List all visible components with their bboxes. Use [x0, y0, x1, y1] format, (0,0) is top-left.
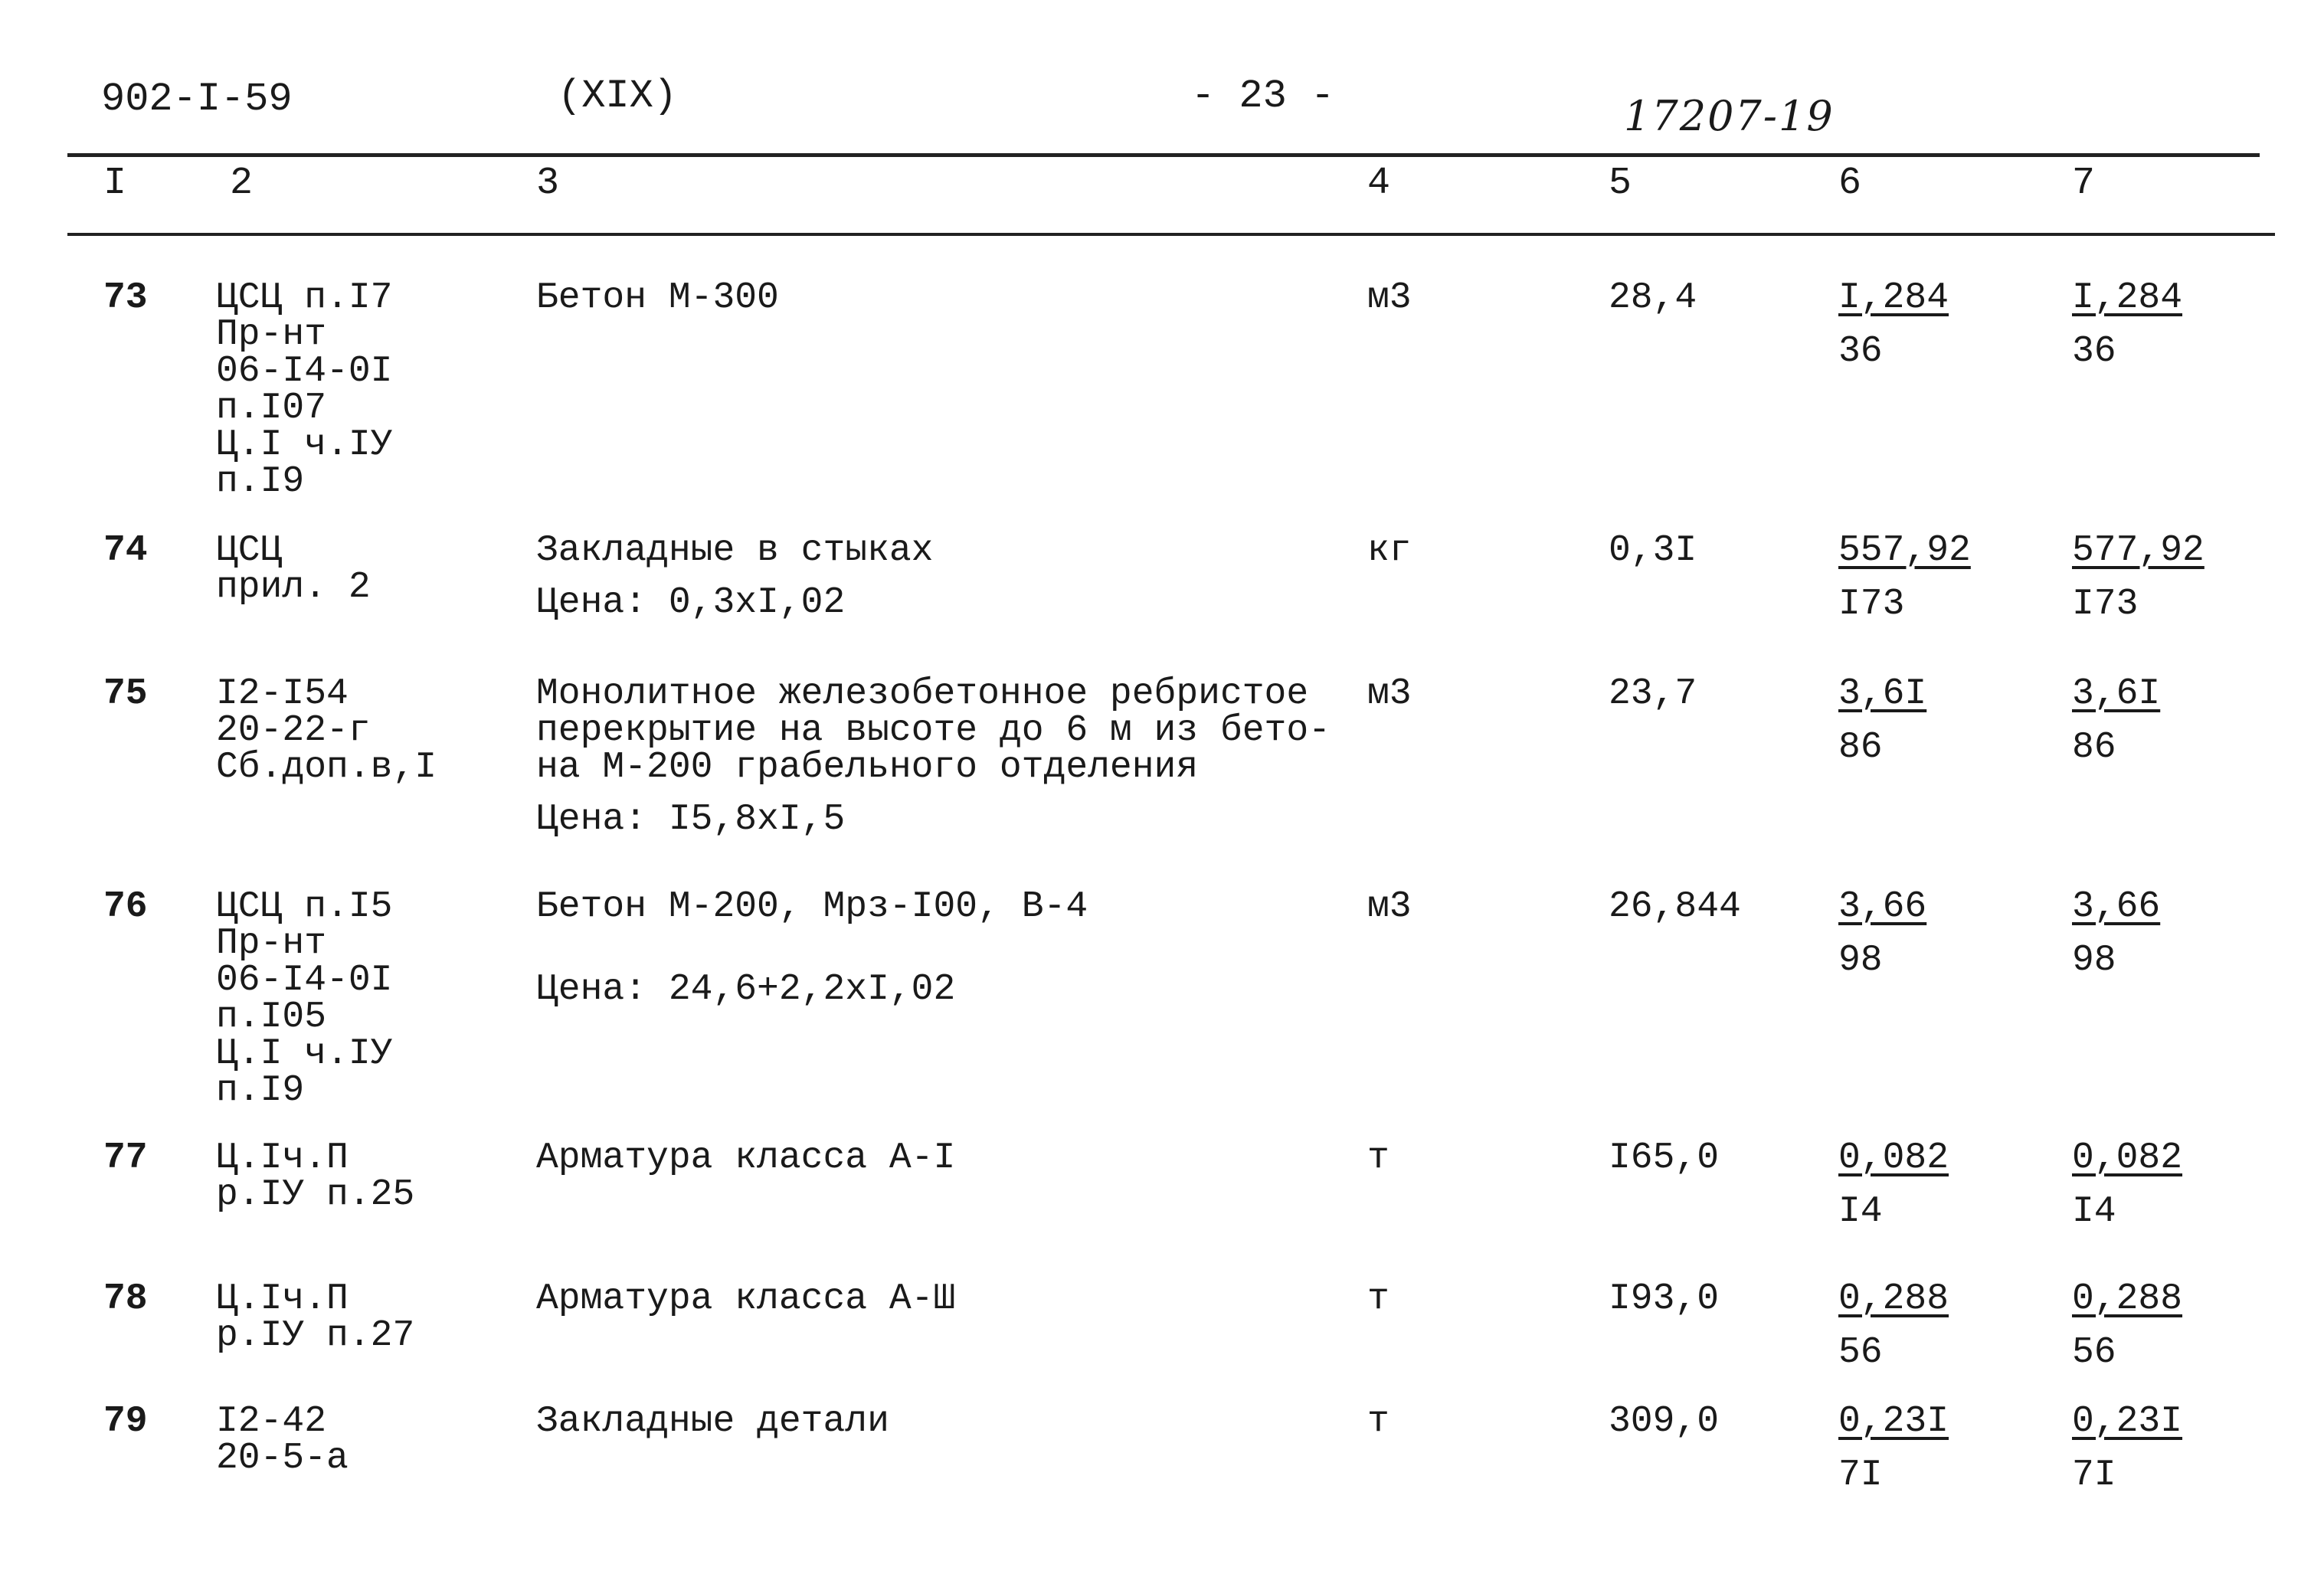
row-code: Ц.Iч.П р.IУ п.25	[216, 1137, 415, 1216]
header-bottom-rule	[67, 233, 2275, 236]
column-number-5: 5	[1609, 162, 1632, 205]
column-number-6: 6	[1838, 162, 1862, 205]
row-description: Бетон М-200, Мрз-I00, В-4 Цена: 24,6+2,2хI,02	[536, 886, 1088, 1010]
column-number-3: 3	[536, 162, 560, 205]
row-code: ЦСЦ п.I5 Пр-нт 06-I4-0I п.I05 Ц.I ч.IУ п.I9	[216, 886, 393, 1111]
row-unit: кг	[1367, 530, 1412, 571]
row-number: 78	[103, 1278, 148, 1320]
row-unit: м3	[1367, 886, 1412, 928]
row-quantity: 23,7	[1609, 673, 1697, 715]
header-top-rule	[67, 153, 2260, 157]
page-number: - 23 -	[1191, 74, 1335, 119]
column-number-2: 2	[230, 162, 254, 205]
price-note: Цена: I5,8хI,5	[536, 799, 846, 840]
row-unit: м3	[1367, 673, 1412, 715]
row-code: Ц.Iч.П р.IУ п.27	[216, 1278, 415, 1356]
price-note: Цена: 24,6+2,2хI,02	[536, 969, 956, 1010]
row-number: 75	[103, 673, 148, 715]
row-col7-fraction: $\frac{0,288}{56}$	[2072, 1278, 2183, 1373]
row-description: Закладные детали	[536, 1401, 889, 1442]
row-code: I2-I54 20-22-г Сб.доп.в,I	[216, 673, 437, 788]
row-description: Арматура класса А-Ш	[536, 1278, 956, 1320]
doc-code: 902-I-59	[101, 77, 293, 122]
column-number-4: 4	[1367, 162, 1391, 205]
row-col7-fraction: $\frac{0,23I}{7I}$	[2072, 1401, 2183, 1496]
row-col6-fraction: $\frac{3,6I}{86}$	[1838, 673, 1927, 768]
row-quantity: 26,844	[1609, 886, 1741, 928]
row-unit: т	[1367, 1278, 1389, 1320]
row-number: 79	[103, 1401, 148, 1442]
section-label: (XIX)	[558, 74, 678, 119]
row-description: Бетон М-300	[536, 277, 779, 319]
row-description: Монолитное железобетонное ребристое перекрытие на высоте до 6 м из бето- на М-200 грабельного отделения Цена: I5,8хI,5	[536, 673, 1331, 840]
handwritten-number: 17207-19	[1624, 92, 1835, 140]
row-col6-fraction: $\frac{557,92}{I73}$	[1838, 530, 1971, 625]
row-col7-fraction: $\frac{577,92}{I73}$	[2072, 530, 2205, 625]
row-col7-fraction: $\frac{0,082}{I4}$	[2072, 1137, 2183, 1232]
row-col6-fraction: $\frac{0,288}{56}$	[1838, 1278, 1949, 1373]
row-description: Закладные в стыках Цена: 0,3хI,02	[536, 530, 934, 623]
column-number-1: I	[103, 162, 127, 205]
row-col6-fraction: $\frac{I,284}{36}$	[1838, 277, 1949, 372]
row-quantity: 0,3I	[1609, 530, 1697, 571]
row-col7-fraction: $\frac{3,6I}{86}$	[2072, 673, 2161, 768]
row-unit: т	[1367, 1137, 1389, 1179]
row-code: I2-42 20-5-а	[216, 1401, 349, 1479]
row-number: 77	[103, 1137, 148, 1179]
row-description: Арматура класса А-I	[536, 1137, 956, 1179]
column-number-7: 7	[2072, 162, 2096, 205]
row-quantity: I93,0	[1609, 1278, 1720, 1320]
row-quantity: I65,0	[1609, 1137, 1720, 1179]
row-col6-fraction: $\frac{3,66}{98}$	[1838, 886, 1927, 981]
row-col6-fraction: $\frac{0,23I}{7I}$	[1838, 1401, 1949, 1496]
row-number: 74	[103, 530, 148, 571]
price-note: Цена: 0,3хI,02	[536, 582, 846, 623]
row-number: 73	[103, 277, 148, 319]
row-code: ЦСЦ прил. 2	[216, 530, 371, 608]
row-code: ЦСЦ п.I7 Пр-нт 06-I4-0I п.I07 Ц.I ч.IУ п.I9	[216, 277, 393, 502]
row-unit: т	[1367, 1401, 1389, 1442]
row-col7-fraction: $\frac{I,284}{36}$	[2072, 277, 2183, 372]
row-unit: м3	[1367, 277, 1412, 319]
row-quantity: 28,4	[1609, 277, 1697, 319]
row-number: 76	[103, 886, 148, 928]
row-quantity: 309,0	[1609, 1401, 1720, 1442]
row-col6-fraction: $\frac{0,082}{I4}$	[1838, 1137, 1949, 1232]
row-col7-fraction: $\frac{3,66}{98}$	[2072, 886, 2161, 981]
